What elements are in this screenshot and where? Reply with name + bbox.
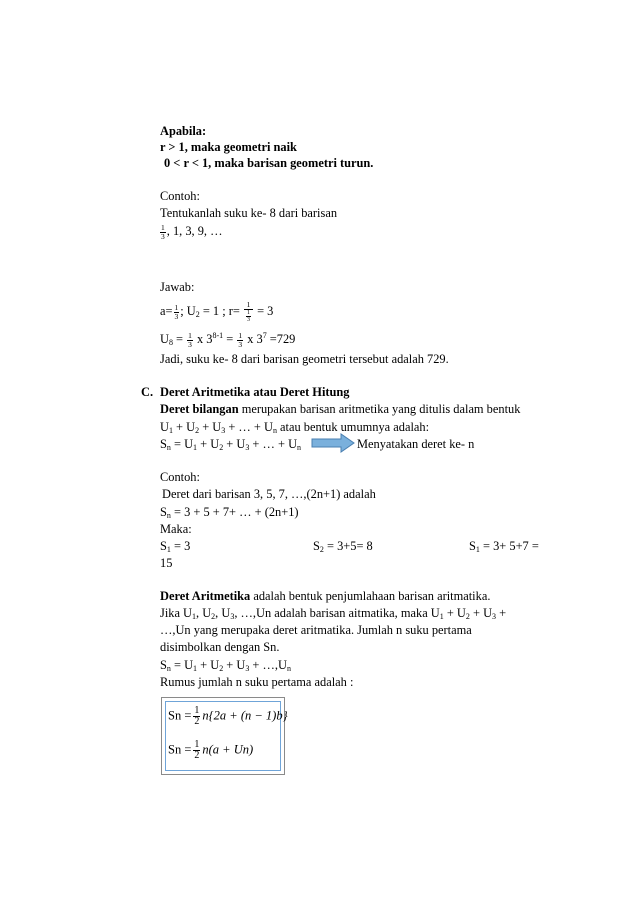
contoh2-maka: Maka: xyxy=(160,522,192,536)
contoh2-s1: $S_1 = 3$ xyxy=(160,539,191,554)
jawab-heading: Jawab: xyxy=(160,280,195,294)
jawab-line-u8: $U_8$ = $\frac{1}{3}$ x $3^{8-1}$ = $\frac{1}{3}$ x $3^7 =729$ xyxy=(160,330,296,349)
sn-formula: $S_n = U_1 + U_2 + U_3$ + … + $U_n$ xyxy=(160,437,302,452)
section-c-marker: C. xyxy=(141,385,154,399)
r-fraction: $\frac{1}{\frac{1}{3}}$ xyxy=(244,301,253,323)
formula-image xyxy=(161,697,288,775)
deret-line-6: Rumus jumlah n suku pertama adalah : xyxy=(160,675,354,689)
jawab-conclusion: Jadi, suku ke- 8 dari barisan geometri tersebut adalah 729. xyxy=(160,352,449,366)
jawab-line-a: a= $\frac{1}{3}$ ; $U_2 = 1$ ; r= $\frac{1}{\frac{1}{3}}$ = 3 xyxy=(160,300,274,323)
contoh2-sn-line: $S_n = 3 + 5 + 7+$ … + (2n+1) xyxy=(160,505,299,520)
deret-definition: Deret bilangan merupakan barisan aritmetika yang ditulis dalam bentuk xyxy=(160,402,521,416)
deret-line-5: $S_n = U_1 + U_2 + U_3$ + $\dots,U_n$ xyxy=(160,658,291,673)
contoh2-problem: Deret dari barisan 3, 5, 7, …,(2n+1) adalah xyxy=(162,487,376,501)
contoh2-s3: $S_1 = 3+ 5+7$ = xyxy=(469,539,539,554)
deret-line-2: Jika $U_1$, $U_2$, $U_3$, …,Un adalah barisan aitmatika, maka $U_1 + U_2 + U_3$ + xyxy=(160,606,507,621)
contoh2-s3-continued: 15 xyxy=(160,556,173,570)
condition-naik: r > 1, maka geometri naik xyxy=(160,140,297,154)
contoh2-s2: $S_2 = 3+5= 8$ xyxy=(313,539,373,554)
sequence-fraction: $\frac{1}{3}$ xyxy=(161,222,165,241)
deret-line-4: disimbolkan dengan Sn. xyxy=(160,640,280,654)
formula-sn-1: Sn = $\frac{1}{2}$ n{2a + (n − 1)b} xyxy=(168,705,288,727)
apabila-heading: Apabila: xyxy=(160,124,207,138)
contoh-heading-1: Contoh: xyxy=(160,189,200,203)
right-arrow-icon xyxy=(311,433,355,453)
sn-note: Menyatakan deret ke- n xyxy=(357,437,475,451)
deret-line-3: …,Un yang merupaka deret aritmatika. Jumlah n suku pertama xyxy=(160,623,472,637)
section-c-title: Deret Aritmetika atau Deret Hitung xyxy=(160,385,350,399)
formula-sn-2: Sn = $\frac{1}{2}$ n(a + Un) xyxy=(168,739,254,761)
condition-turun: 0 < r < 1, maka barisan geometri turun. xyxy=(164,156,374,170)
general-form: $U_1 + U_2 + U_3$ + … + $U_n$ atau bentuk umumnya adalah: xyxy=(160,420,430,435)
contoh-heading-2: Contoh: xyxy=(160,470,200,484)
question-text: Tentukanlah suku ke- 8 dari barisan xyxy=(160,206,338,220)
sequence-line: $\frac{1}{3}$ , 1, 3, 9, … xyxy=(161,222,223,241)
deret-aritmetika-def: Deret Aritmetika adalah bentuk penjumlahaan barisan aritmatika. xyxy=(160,589,491,603)
